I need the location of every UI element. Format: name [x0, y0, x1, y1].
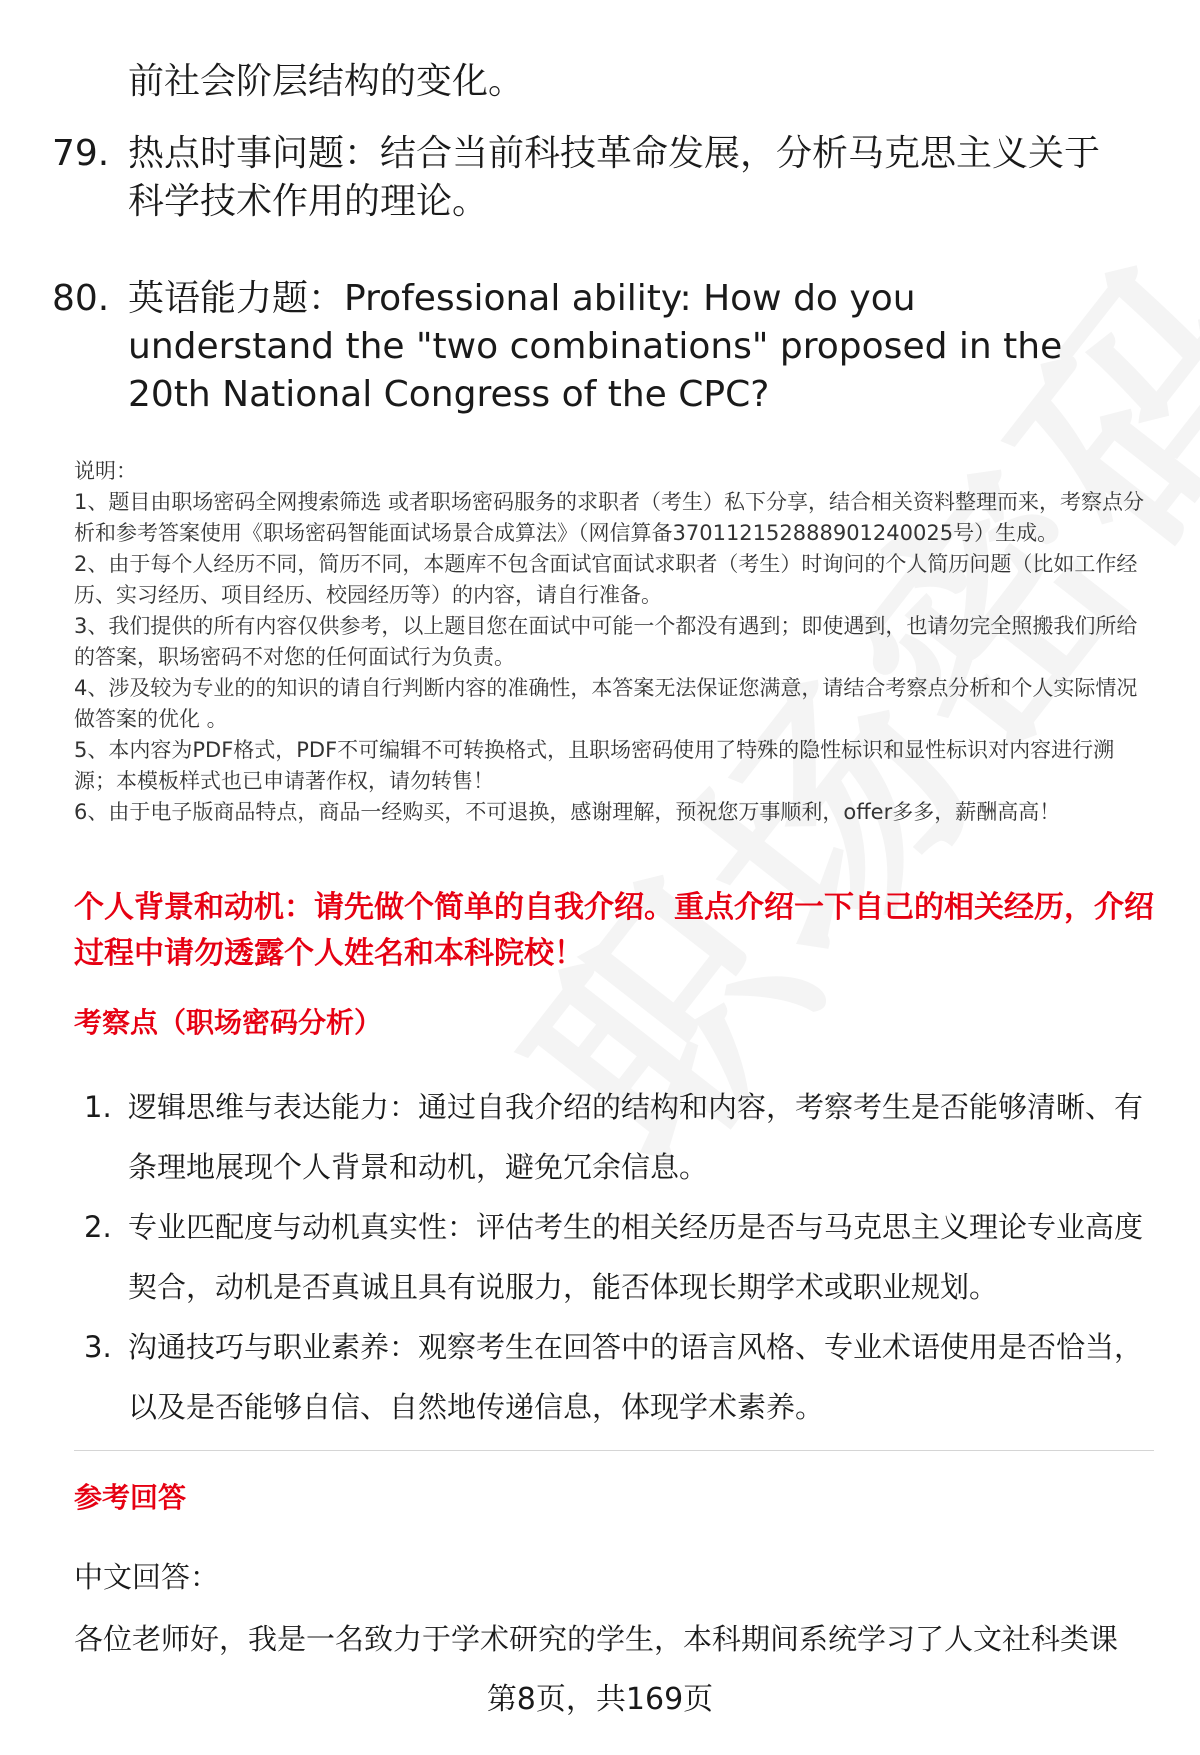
- note-item: 2、由于每个人经历不同，简历不同，本题库不包含面试官面试求职者（考生）时询问的个人简历问题（比如工作经历、实习经历、项目经历、校园经历等）的内容，请自行准备。: [74, 552, 1138, 607]
- notes-title: 说明：: [74, 459, 137, 483]
- answer-label: 中文回答：: [74, 1560, 220, 1594]
- interview-prompt: 个人背景和动机：请先做个简单的自我介绍。重点介绍一下自己的相关经历，介绍过程中请勿透露个人姓名和本科院校！: [74, 890, 1154, 971]
- question-number: 79.: [52, 133, 110, 174]
- previous-question-continuation: 前社会阶层结构的变化。: [128, 61, 525, 102]
- note-item: 1、题目由职场密码全网搜索筛选 或者职场密码服务的求职者（考生）私下分享，结合相关资料整理而来，考察点分析和参考答案使用《职场密码智能面试场景合成算法》（网信算备370112152888901240025号）生成。: [74, 490, 1145, 545]
- note-item: 4、涉及较为专业的的知识的请自行判断内容的准确性，本答案无法保证您满意，请结合考察点分析和个人实际情况做答案的优化 。: [74, 676, 1138, 731]
- reference-title: 参考回答: [74, 1481, 187, 1514]
- analysis-point: [84, 1077, 1154, 1197]
- point-text: 专业匹配度与动机真实性：评估考生的相关经历是否与马克思主义理论专业高度契合，动机是否真诚且具有说服力，能否体现长期学术或职业规划。: [128, 1210, 1144, 1304]
- section-divider: [74, 1450, 1154, 1451]
- notes-section: [74, 456, 1154, 828]
- page-footer: 第8页，共169页: [486, 1682, 714, 1717]
- point-text: 沟通技巧与职业素养：观察考生在回答中的语言风格、专业术语使用是否恰当，以及是否能够自信、自然地传递信息，体现学术素养。: [128, 1330, 1144, 1424]
- point-number: 1.: [84, 1090, 112, 1124]
- point-text: 逻辑思维与表达能力：通过自我介绍的结构和内容，考察考生是否能够清晰、有条理地展现个人背景和动机，避免冗余信息。: [128, 1090, 1144, 1184]
- point-number: 3.: [84, 1330, 112, 1364]
- question-text: 英语能力题：Professional ability: How do you understand the "two combinations" proposed in the 20th National Congress of the CPC?: [128, 278, 1063, 415]
- analysis-point: [84, 1197, 1154, 1317]
- note-item: 3、我们提供的所有内容仅供参考，以上题目您在面试中可能一个都没有遇到；即使遇到，也请勿完全照搬我们所给的答案，职场密码不对您的任何面试行为负责。: [74, 614, 1138, 669]
- question-text: 热点时事问题：结合当前科技革命发展，分析马克思主义关于科学技术作用的理论。: [128, 133, 1101, 222]
- analysis-title: 考察点（职场密码分析）: [74, 1006, 383, 1039]
- note-item: 6、由于电子版商品特点，商品一经购买，不可退换，感谢理解，预祝您万事顺利，offer多多，薪酬高高！: [74, 800, 1061, 824]
- point-number: 2.: [84, 1210, 112, 1244]
- answer-text: 各位老师好，我是一名致力于学术研究的学生，本科期间系统学习了人文社科类课: [74, 1622, 1119, 1656]
- note-item: 5、本内容为PDF格式，PDF不可编辑不可转换格式，且职场密码使用了特殊的隐性标识和显性标识对内容进行溯源；本模板样式也已申请著作权，请勿转售！: [74, 738, 1115, 793]
- analysis-point: [84, 1317, 1154, 1437]
- analysis-points: [84, 1077, 1154, 1437]
- question-number: 80.: [52, 278, 110, 319]
